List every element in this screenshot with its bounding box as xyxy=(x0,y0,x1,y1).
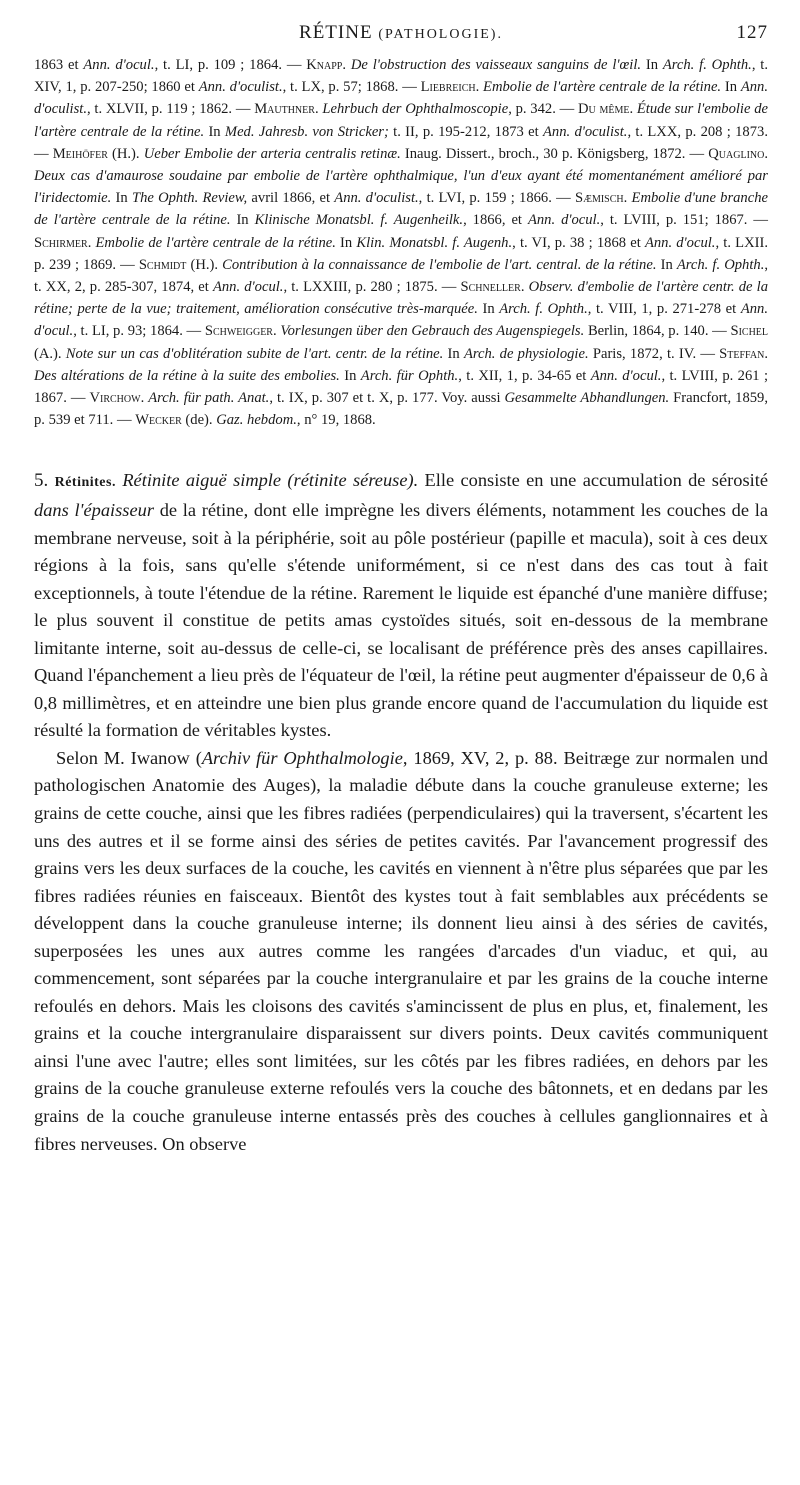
work-title: Embolie de l'artère centrale de la rétine. xyxy=(483,79,722,96)
work-title: Vorlesungen über den Gebrauch des Augenspiegels. xyxy=(280,323,585,340)
work-title: Des altérations de la rétine à la suite des embolies. xyxy=(34,367,340,384)
page-number: 127 xyxy=(736,22,768,43)
page xyxy=(34,22,768,1158)
running-head xyxy=(34,22,768,54)
section-subtitle: Rétinite aiguë simple (rétinite séreuse). xyxy=(122,470,419,491)
work-title: Gesammelte Abhandlungen. xyxy=(504,390,670,407)
header-subtitle: (PATHOLOGIE). xyxy=(378,27,503,42)
section-body xyxy=(34,467,768,1158)
header-title: RÉTINE (PATHOLOGIE). xyxy=(299,22,503,43)
paragraph: Selon M. Iwanow (Archiv für Ophthalmologie, 1869, XV, 2, p. 88. Beitræge zur normalen und pathologischen Anatomie des Auges), la maladie débute dans la couche granuleuse externe; les grains de cette couche, ainsi que les fibres radiées (perpendiculaires) qui la traversent, s'écartent les uns des autres et il se forme ainsi des séries de petites cavités. Par l'avancement progressif des grains vers les deux surfaces de la couche, les cavités en viennent à n'être plus séparées que par les fibres radiées réunies en faisceaux. Bientôt des kystes tout à fait semblables aux précédents se développent dans la couche granuleuse interne; ils donnent lieu ainsi à des séries de cavités, superposées les unes aux autres comme les rangées d'arcades d'un viaduc, et qui, au commencement, sont séparées par la couche intergranulaire et par les grains de la couche interne refoulés en dehors. Mais les cloisons des cavités s'amincissent de plus en plus, et, finalement, les grains et la couche intergranulaire disparaissent sur divers points. Deux cavités communiquent ainsi l'une avec l'autre; elles sont limitées, sur les côtés par les fibres radiées, en dehors par les grains de la couche granuleuse externe refoulés vers la couche des bâtonnets, et en dedans par les grains de la couche granuleuse interne entassés près des couches à cellules ganglionnaires et à fibres nerveuses. On observe xyxy=(34,747,768,1154)
work-title: Embolie d'une branche de l'artère centrale de la rétine. xyxy=(34,190,768,229)
work-title: Contribution à la connaissance de l'embolie de l'art. central. de la rétine. xyxy=(222,256,657,273)
author: Steffan xyxy=(719,345,765,362)
author: Mauthner xyxy=(254,101,315,118)
author: Schneller xyxy=(460,279,521,296)
author: Sichel xyxy=(730,323,769,340)
work-title: Étude sur l'embolie de l'artère centrale de la rétine. xyxy=(34,101,768,140)
section-title: Rétinites. xyxy=(54,475,116,491)
work-title: Note sur un cas d'oblitération subite de l'art. centr. de la rétine. xyxy=(65,345,444,362)
work-title: Observ. d'embolie de l'artère centr. de la rétine; perte de la vue; traitement, amélioration consécutive très-marquée. xyxy=(34,279,769,318)
bibliography: 1863 et Ann. d'ocul., t. LI, p. 109 ; 1864. — Knapp. De l'obstruction des vaisseaux sanguins de l'œil. In Arch. f. Ophth., t. XIV, 1, p. 207-250; 1860 et Ann. d'oculist., t. LX, p. 57; 1868. — Liebreich. Embolie de l'artère centrale de la rétine. In Ann. d'oculist., t. XLVII, p. 119 ; 1862. — Mauthner. Lehrbuch der Ophthalmoscopie, p. 342. — Du même. Étude sur l'embolie de l'artère centrale de la rétine. In Med. Jahresb. von Stricker; t. II, p. 195-212, 1873 et Ann. d'oculist., t. LXX, p. 208 ; 1873. — Meihöfer (H.). Ueber Embolie der arteria centralis retinæ. Inaug. Dissert., broch., 30 p. Königsberg, 1872. — Quaglino. Deux cas d'amaurose soudaine par embolie de l'artère ophthalmique, l'un d'eux ayant été momentanément amélioré par l'iridectomie. In The Ophth. Review, avril 1866, et Ann. d'oculist., t. LVI, p. 159 ; 1866. — Sæmisch. Embolie d'une branche de l'artère centrale de la rétine. In Klinische Monatsbl. f. Augenheilk., 1866, et Ann. d'ocul., t. LVIII, p. 151; 1867. — Schirmer. Embolie de l'artère centrale de la rétine. In Klin. Monatsbl. f. Augenh., t. VI, p. 38 ; 1868 et Ann. d'ocul., t. LXII. p. 239 ; 1869. — Schmidt (H.). Contribution à la connaissance de l'embolie de l'art. central. de la rétine. In Arch. f. Ophth., t. XX, 2, p. 285-307, 1874, et Ann. d'ocul., t. LXXIII, p. 280 ; 1875. — Schneller. Observ. d'embolie de l'artère centr. de la rétine; perte de la vue; traitement, amélioration consécutive très-marquée. In Arch. f. Ophth., t. VIII, 1, p. 271-278 et Ann. d'ocul., t. LI, p. 93; 1864. — Schweigger. Vorlesungen über den Gebrauch des Augenspiegels. Berlin, 1864, p. 140. — Sichel (A.). Note sur un cas d'oblitération subite de l'art. centr. de la rétine. In Arch. de physiologie. Paris, 1872, t. IV. — Steffan. Des altérations de la rétine à la suite des embolies. In Arch. für Ophth., t. XII, 1, p. 34-65 et Ann. d'ocul., t. LVIII, p. 261 ; 1867. — Virchow. Arch. für path. Anat., t. IX, p. 307 et t. X, p. 177. Voy. aussi Gesammelte Abhandlungen. Francfort, 1859, p. 539 et 711. — Wecker (de). Gaz. hebdom., n° 19, 1868. xyxy=(34,57,769,429)
author: Virchow xyxy=(89,390,141,407)
work-title: Deux cas d'amaurose soudaine par embolie de l'artère ophthalmique, l'un d'eux ayant été momentanément amélioré par l'iridectomie. xyxy=(34,168,768,207)
author: Meihöfer xyxy=(52,145,108,162)
work-title: De l'obstruction des vaisseaux sanguins de l'œil. xyxy=(350,57,642,73)
author: Schweigger xyxy=(204,323,273,340)
author: Schmidt xyxy=(138,256,187,273)
author: Schirmer xyxy=(34,234,88,251)
author: Du même xyxy=(577,101,630,118)
author: Wecker xyxy=(135,412,182,429)
spacer xyxy=(34,431,768,467)
work-title: Embolie de l'artère centrale de la rétine. xyxy=(95,234,336,251)
author: Knapp xyxy=(306,57,343,73)
paragraph: 5. Rétinites. Rétinite aiguë simple (rétinite séreuse). Elle consiste en une accumulation de sérosité dans l'épaisseur de la rétine, dont elle imprègne les divers éléments, notamment les couches de la membrane nerveuse, soit à la périphérie, soit au pôle postérieur (papille et macula), soit à ces deux régions à la fois, sans qu'elle s'étende uniformément, si ce n'est dans des cas tout à fait exceptionnels, à toute l'étendue de la rétine. Rarement le liquide est épanché d'une manière diffuse; le plus souvent il constitue de petits amas cystoïdes situés, soit en-dessous de la membrane limitante interne, soit au-dessus de celle-ci, se localisant de préférence près des anses capillaires. Quand l'épanchement a lieu près de l'équateur de l'œil, la rétine peut augmenter d'épaisseur de 0,6 à 0,8 millimètres, et en atteindre une bien plus grande encore quand de l'accumulation du liquide est résulté la formation de véritables kystes. xyxy=(34,470,768,741)
work-title: Lehrbuch der Ophthalmoscopie xyxy=(322,101,509,118)
author: Sæmisch xyxy=(574,190,624,207)
author: Liebreich xyxy=(420,79,476,96)
section-number: 5. xyxy=(34,470,49,492)
work-title: Ueber Embolie der arteria centralis retinæ. xyxy=(143,145,401,162)
author: Quaglino xyxy=(708,145,765,162)
work-title: Arch. für path. Anat. xyxy=(148,390,270,407)
